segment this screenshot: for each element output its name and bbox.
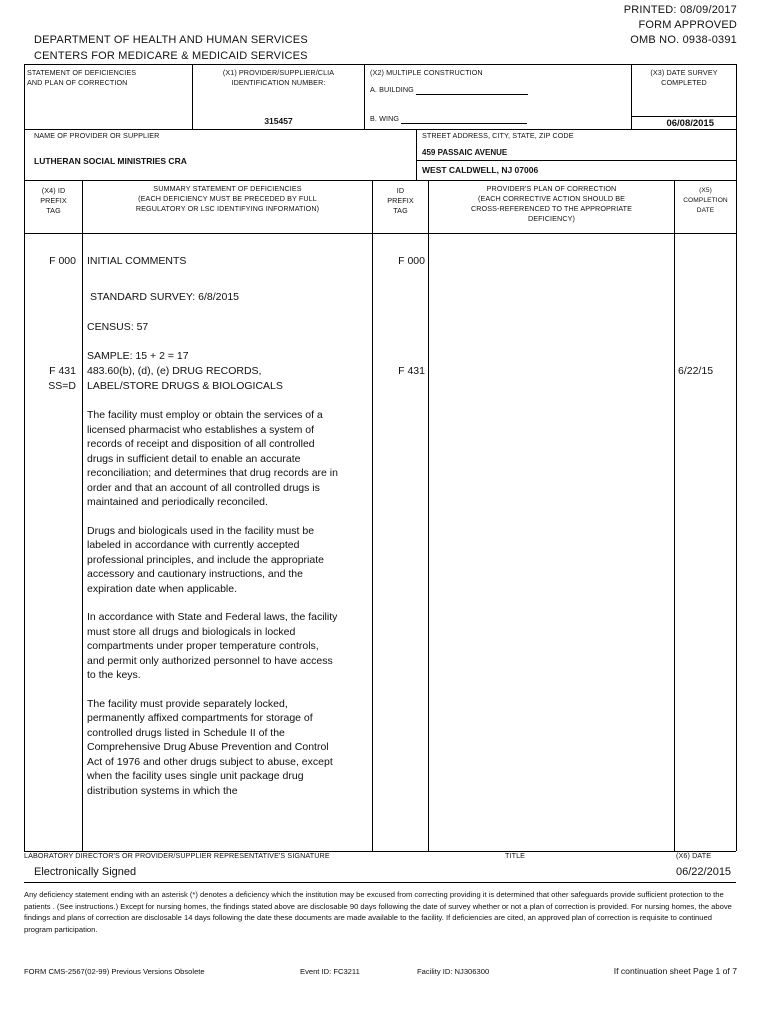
wing-field — [370, 114, 527, 124]
summary-head-3: REGULATORY OR LSC IDENTIFYING INFORMATION) — [135, 204, 320, 213]
sample: SAMPLE: 15 + 2 = 17 — [87, 350, 189, 362]
paragraph-labeling: Drugs and biologicals used in the facility must be labeled in accordance with currently accepted professional principles, and include the appropriate accessory and cautionary instructions, and the expiration date when applicable. — [87, 524, 324, 595]
x2-label: (X2) MULTIPLE CONSTRUCTION — [370, 68, 483, 77]
f431-reg-line-1: 483.60(b), (d), (e) DRUG RECORDS, — [87, 365, 262, 377]
standard-survey: STANDARD SURVEY: 6/8/2015 — [90, 291, 240, 303]
footer-event-id: Event ID: FC3211 — [300, 967, 360, 976]
street-address: 459 PASSAIC AVENUE — [422, 148, 508, 157]
printed-date: PRINTED: 08/09/2017 — [623, 4, 737, 16]
regulation-text — [87, 408, 339, 810]
form-approved: FORM APPROVED — [638, 19, 737, 31]
tag-f431: F 431 — [49, 365, 76, 377]
footer-continuation: If continuation sheet Page 1 of 7 — [613, 966, 737, 976]
summary-head-2: (EACH DEFICIENCY MUST BE PRECEDED BY FULL — [138, 194, 317, 203]
x4-head-3: TAG — [46, 206, 61, 215]
rule-col-summary — [82, 180, 83, 851]
x5-head-1: (X5) — [699, 187, 712, 194]
provider-name-label: NAME OF PROVIDER OR SUPPLIER — [34, 131, 160, 140]
building-field — [370, 85, 528, 95]
plan-head-1: PROVIDER'S PLAN OF CORRECTION — [486, 184, 617, 193]
x5-head — [675, 186, 736, 216]
wing-label: B. WING — [370, 114, 400, 123]
provider-id-number: 315457 — [264, 116, 293, 126]
rule-right — [736, 64, 737, 851]
address-label: STREET ADDRESS, CITY, STATE, ZIP CODE — [422, 131, 574, 140]
x4-head — [25, 186, 82, 216]
city-state-zip: WEST CALDWELL, NJ 07006 — [422, 165, 539, 175]
building-blank — [416, 85, 528, 95]
rule-col-id — [372, 180, 373, 851]
x1-label-2: IDENTIFICATION NUMBER: — [231, 78, 326, 87]
rule-col-plan — [428, 180, 429, 851]
rule-signature-bottom — [24, 882, 736, 883]
plan-head-3: CROSS-REFERENCED TO THE APPROPRIATE — [470, 204, 633, 213]
rule-below-provider — [24, 180, 736, 181]
id-head-1: ID — [396, 186, 405, 195]
x4-head-1: (X4) ID — [41, 186, 66, 195]
statement-label-1: STATEMENT OF DEFICIENCIES — [27, 68, 137, 77]
plan-head-2: (EACH CORRECTIVE ACTION SHOULD BE — [477, 194, 626, 203]
rule-x2 — [364, 64, 365, 130]
scope-severity: SS=D — [48, 380, 76, 392]
x5-head-3: DATE — [696, 207, 715, 214]
building-label: A. BUILDING — [370, 85, 414, 94]
wing-blank — [401, 114, 527, 124]
omb-number: OMB NO. 0938-0391 — [630, 34, 737, 46]
rule-provider-split — [416, 129, 417, 181]
paragraph-controlled-drugs: The facility must provide separately locked, permanently affixed compartments for storage of controlled drugs listed in Schedule II of the Comprehensive Drug Abuse Prevention and Control Act of 1976 and other drugs subject to abuse, except when the facility uses single unit package drug distribution systems in which the — [87, 697, 333, 797]
signature-label: LABORATORY DIRECTOR'S OR PROVIDER/SUPPLIER REPRESENTATIVE'S SIGNATURE — [24, 851, 330, 860]
rule-address-inner — [416, 160, 736, 161]
rule-top — [24, 64, 736, 65]
initial-comments: INITIAL COMMENTS — [87, 255, 187, 267]
paragraph-pharmacist: The facility must employ or obtain the services of a licensed pharmacist who establishes a system of records of receipt and disposition of all controlled drugs in sufficient detail to enable an accurate reconciliation; and determines that drug records are in order and that an account of all controlled drugs is maintained and periodically reconciled. — [87, 409, 338, 508]
signature-date: 06/22/2015 — [676, 866, 732, 878]
provider-name: LUTHERAN SOCIAL MINISTRIES CRA — [34, 156, 187, 166]
plan-head-4: DEFICIENCY) — [527, 214, 576, 223]
summary-head-1: SUMMARY STATEMENT OF DEFICIENCIES — [153, 184, 302, 193]
agency-line-2: CENTERS FOR MEDICARE & MEDICAID SERVICES — [34, 50, 308, 62]
tag-f431-right: F 431 — [398, 365, 425, 377]
rule-col-x5 — [674, 180, 675, 851]
electronic-signature: Electronically Signed — [34, 866, 137, 878]
rule-below-ids — [24, 129, 736, 130]
survey-completed-date: 06/08/2015 — [666, 118, 714, 129]
disclaimer: Any deficiency statement ending with an asterisk (*) denotes a deficiency which the institution may be excused from correcting providing it is determined that other safeguards provide sufficient protection to the patients . (See instructions.) Except for nursing homes, the findings stated above are disclosable 90 days following the date of survey whether or not a plan of correction is provided. For nursing homes, the above findings and plans of correction are disclosable 14 days following the date these documents are made available to the facility. If deficiencies are cited, an approved plan of correction is requisite to continued program participation. — [24, 890, 732, 934]
f431-reg-line-2: LABEL/STORE DRUGS & BIOLOGICALS — [87, 380, 283, 392]
footer-form-number: FORM CMS-2567(02-99) Previous Versions Obsolete — [24, 967, 205, 976]
paragraph-storage: In accordance with State and Federal laws, the facility must store all drugs and biologicals in locked compartments under proper temperature controls, and permit only authorized personnel to have access to the keys. — [87, 611, 338, 681]
agency-line-1: DEPARTMENT OF HEALTH AND HUMAN SERVICES — [34, 34, 308, 46]
x3-label-1: (X3) DATE SURVEY — [650, 68, 718, 77]
summary-head — [83, 184, 372, 214]
f431-completion-date: 6/22/15 — [678, 365, 714, 377]
x4-head-2: PREFIX — [40, 196, 67, 205]
x5-head-2: COMPLETION — [683, 197, 728, 204]
id-head-3: TAG — [393, 206, 408, 215]
title-label: TITLE — [505, 851, 526, 860]
tag-f000-right: F 000 — [398, 255, 425, 267]
id-head-2: PREFIX — [387, 196, 414, 205]
footer-facility-id: Facility ID: NJ306300 — [417, 967, 490, 976]
x6-date-label: (X6) DATE — [676, 851, 712, 860]
x1-label-1: (X1) PROVIDER/SUPPLIER/CLIA — [222, 68, 335, 77]
census: CENSUS: 57 — [87, 321, 149, 333]
plan-head — [429, 184, 674, 224]
rule-below-column-heads — [24, 233, 736, 234]
rule-left — [24, 64, 25, 851]
tag-f000: F 000 — [49, 255, 76, 267]
id-head — [373, 186, 428, 216]
statement-label-2: AND PLAN OF CORRECTION — [27, 78, 128, 87]
x3-label-2: COMPLETED — [661, 78, 707, 87]
rule-x3-inner — [631, 116, 736, 117]
